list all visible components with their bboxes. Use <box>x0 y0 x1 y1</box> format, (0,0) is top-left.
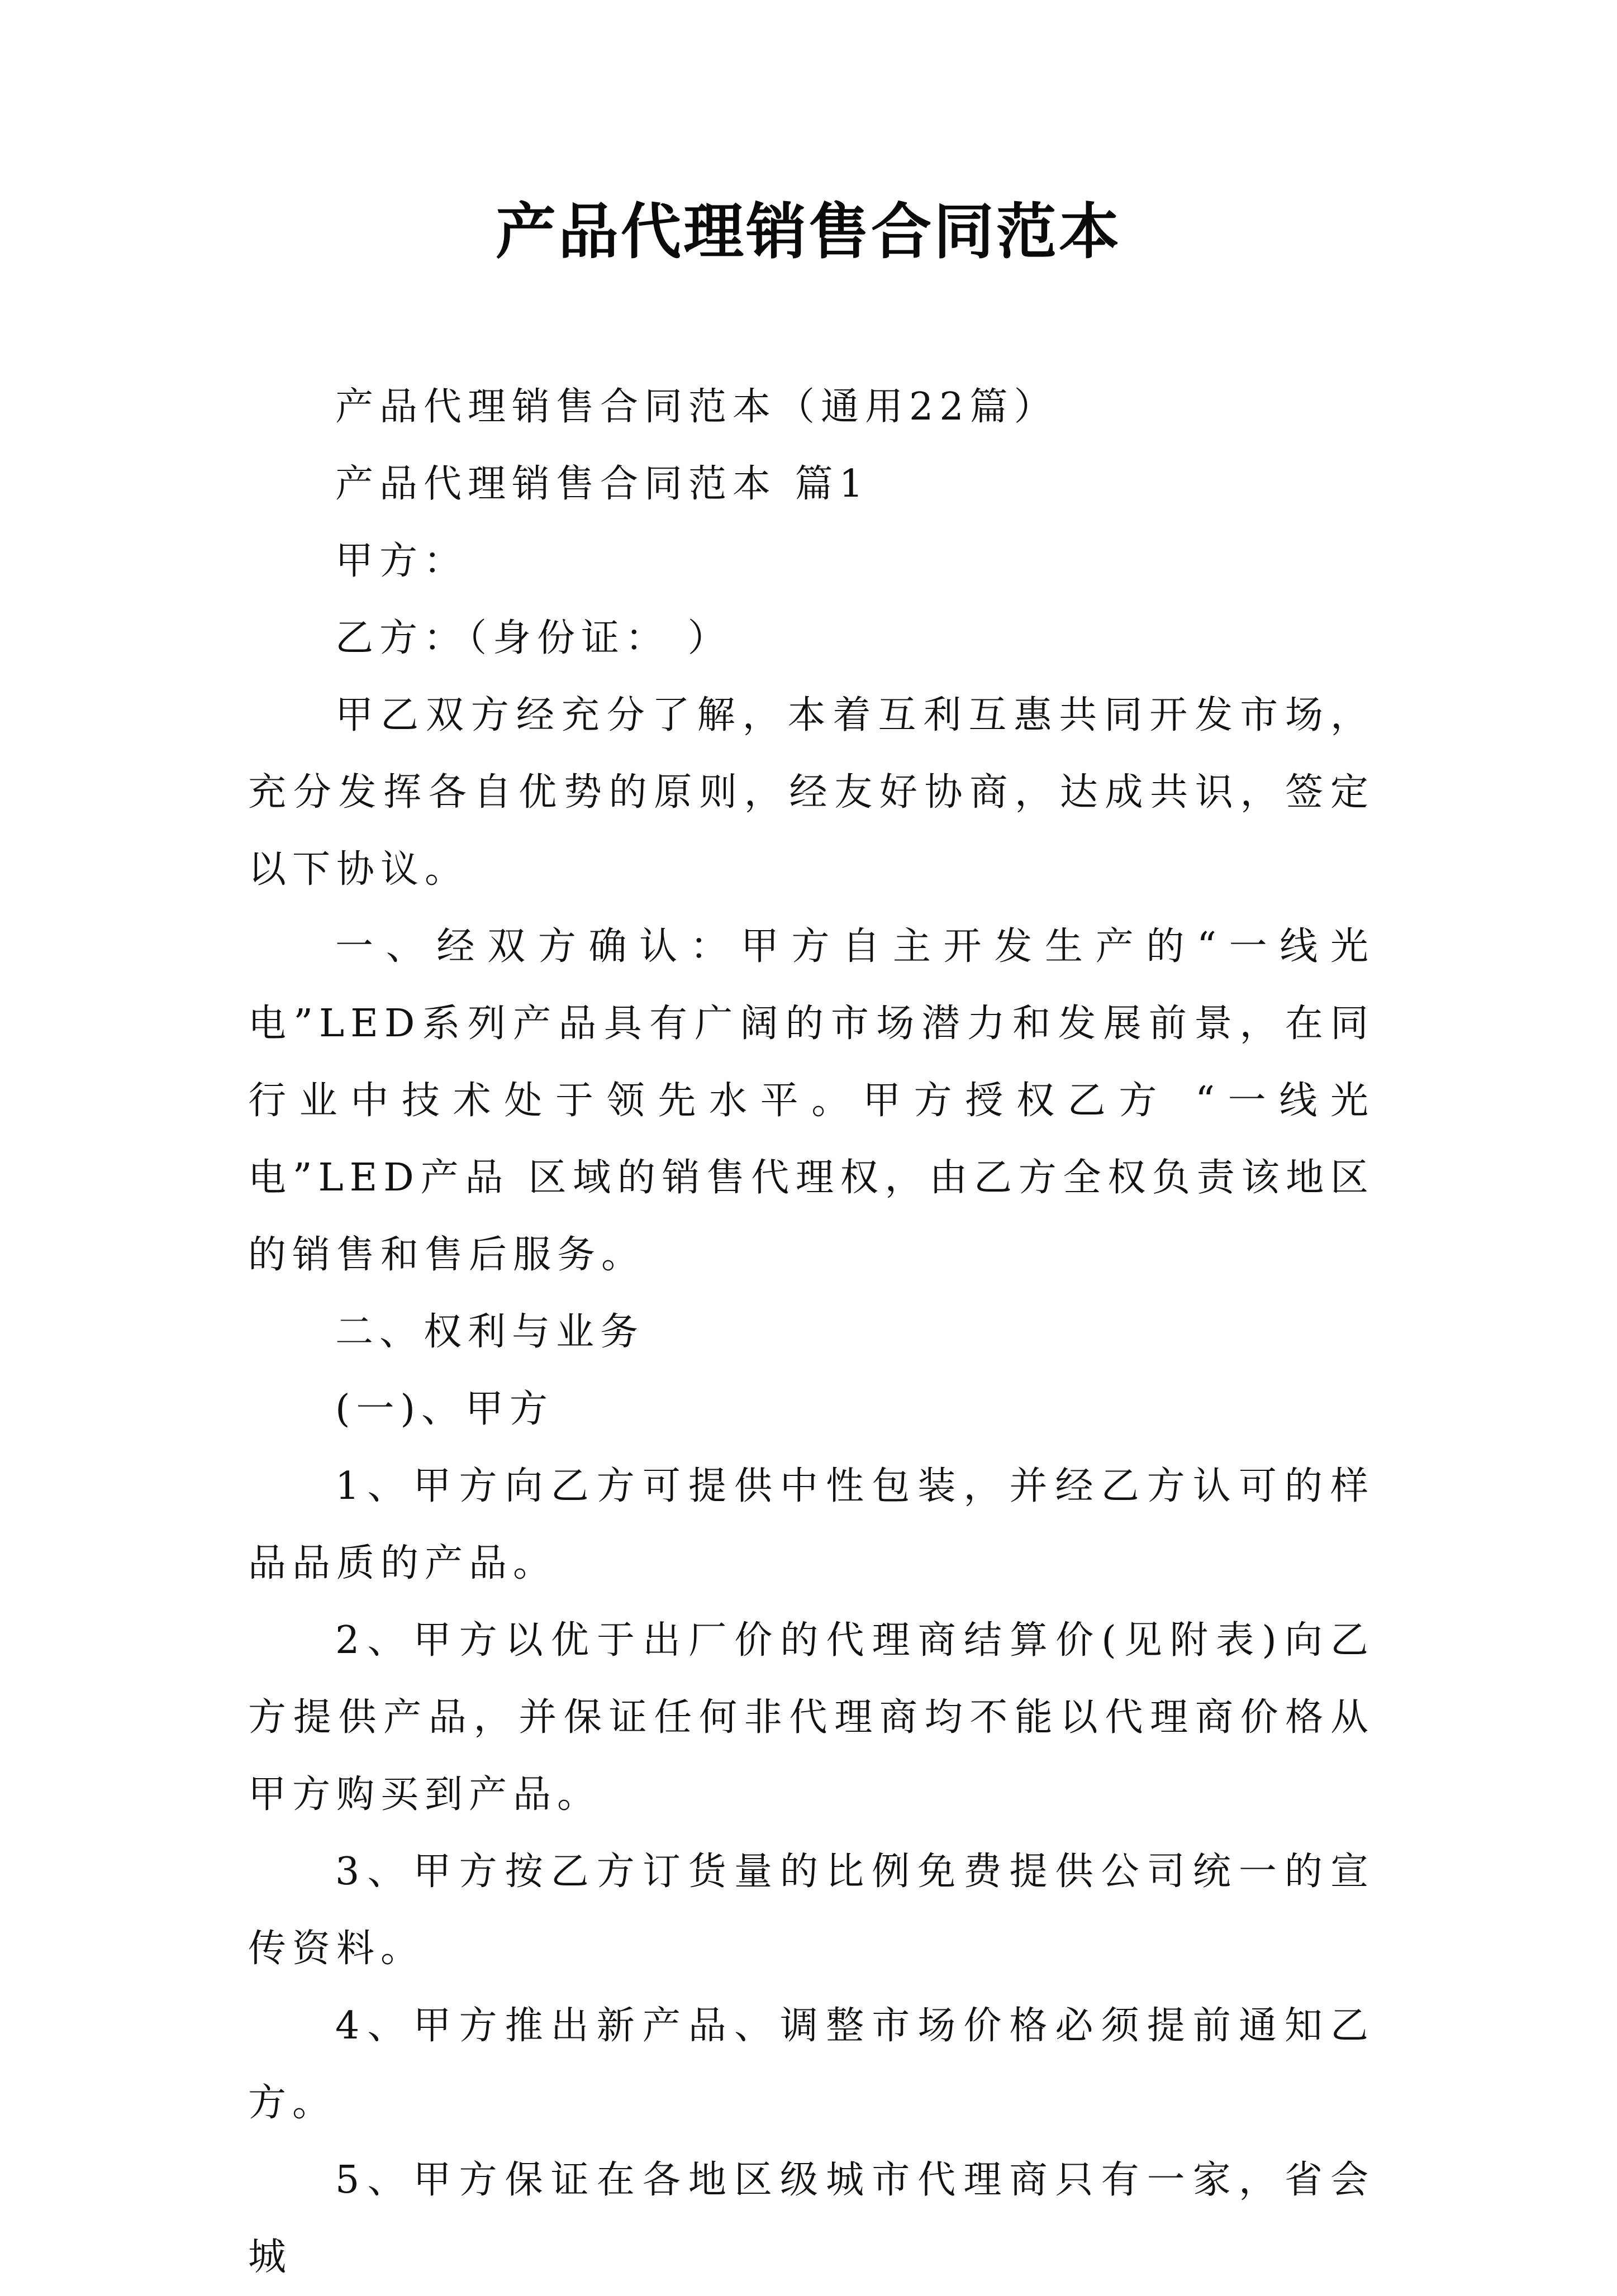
paragraph-party-a-heading: (一)、甲方 <box>335 1387 554 1431</box>
paragraph-subtitle: 产品代理销售合同范本（通用22篇） <box>335 385 1058 429</box>
paragraph-clause-1: 一、经双方确认：甲方自主开发生产的“一线光电”LED系列产品具有广阔的市场潜力和发展前景，在同行业中技术处于领先水平。甲方授权乙方 “一线光电”LED产品 区域的销售代理权，由乙方全权负责该地区的销售和售后服务。 <box>248 925 1375 1277</box>
paragraph-item-1: 1、甲方向乙方可提供中性包装，并经乙方认可的样品品质的产品。 <box>248 1464 1375 1585</box>
document-body <box>248 369 1375 2296</box>
paragraph-item-4: 4、甲方推出新产品、调整市场价格必须提前通知乙方。 <box>248 2004 1375 2125</box>
paragraph-item-5: 5、甲方保证在各地区级城市代理商只有一家，省会城 <box>248 2158 1375 2279</box>
paragraph-section-heading: 产品代理销售合同范本 篇1 <box>335 462 869 506</box>
paragraph-clause-2-heading: 二、权利与业务 <box>335 1310 645 1354</box>
paragraph-item-2: 2、甲方以优于出厂价的代理商结算价(见附表)向乙方提供产品，并保证任何非代理商均不能以代理商价格从甲方购买到产品。 <box>248 1618 1375 1817</box>
paragraph-item-3: 3、甲方按乙方订货量的比例免费提供公司统一的宣传资料。 <box>248 1850 1375 1971</box>
paragraph-preamble: 甲乙双方经充分了解，本着互利互惠共同开发市场，充分发挥各自优势的原则，经友好协商，达成共识，签定以下协议。 <box>248 693 1375 892</box>
paragraph-party-b: 乙方：（身份证： ） <box>335 616 732 660</box>
document-title: 产品代理销售合同范本 <box>495 197 1121 267</box>
paragraph-party-a: 甲方： <box>335 539 468 583</box>
